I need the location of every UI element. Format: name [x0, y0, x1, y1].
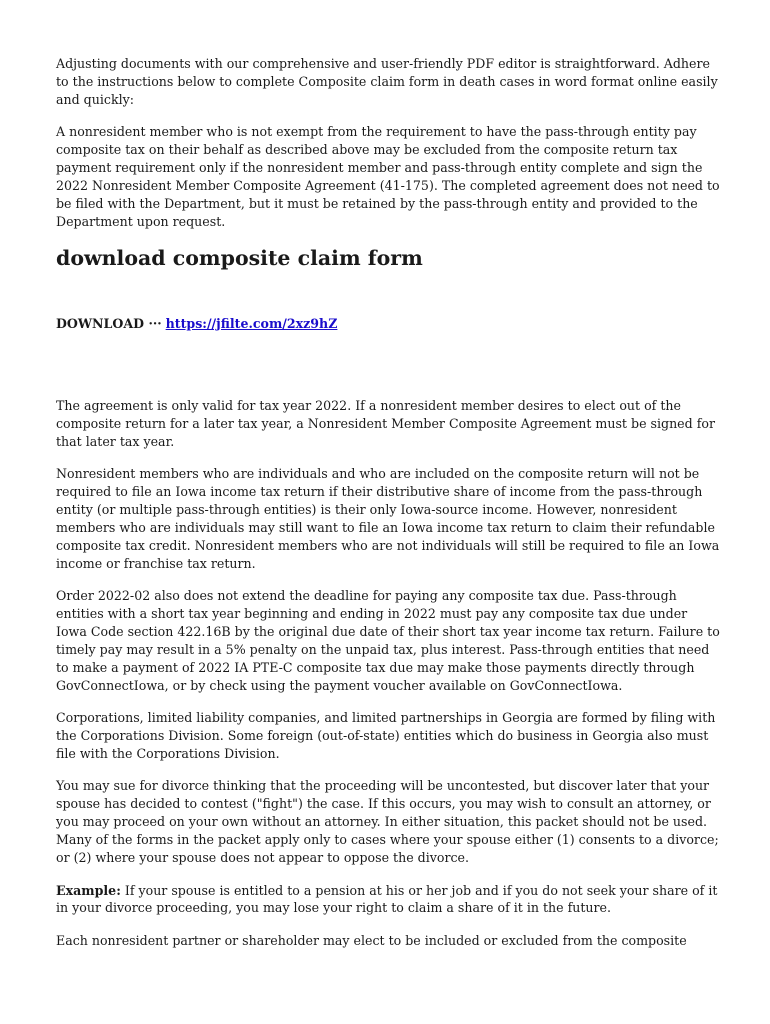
download-line — [56, 315, 720, 333]
document-page — [56, 55, 720, 964]
download-link[interactable]: https://jfilte.com/2xz9hZ — [165, 316, 338, 332]
body-paragraph-4: Nonresident members who are individuals and who are included on the composite return will not be required to file an Iowa income tax return if their distributive share of income from the pass-through entity (or multiple pass-through entities) is their only Iowa-source income. However, nonresident members who are individuals may still want to file an Iowa income tax return to claim their refundable composite tax credit. Nonresident members who are not individuals will still be required to file an Iowa income or franchise tax return. — [56, 466, 720, 571]
example-text: If your spouse is entitled to a pension at his or her job and if you do not seek your share of it in your divorce proceeding, you may lose your right to claim a share of it in the future. — [56, 882, 718, 916]
body-paragraph-7: You may sue for divorce thinking that the proceeding will be uncontested, but discover later that your spouse has decided to contest ("fight") the case. If this occurs, you may wish to consult an attorney, or you may proceed on your own without an attorney. In either situation, this packet should not be used. Many of the forms in the packet apply only to cases where your spouse either (1) consents to a divorce; or (2) where your spouse does not appear to oppose the divorce. — [56, 778, 719, 866]
body-paragraph-6: Corporations, limited liability companies, and limited partnerships in Georgia are formed by filing with the Corporations Division. Some foreign (out-of-state) entities which do business in Georgia also must file with the Corporations Division. — [56, 710, 716, 762]
intro-paragraph-2: A nonresident member who is not exempt from the requirement to have the pass-through entity pay composite tax on their behalf as described above may be excluded from the composite return tax payment requirement only if the nonresident member and pass-through entity complete and sign the 2022 Nonresident Member Composite Agreement (41-175). The completed agreement does not need to be filed with the Department, but it must be retained by the pass-through entity and provided to the Department upon request. — [56, 124, 720, 229]
body-paragraph-5: Order 2022-02 also does not extend the deadline for paying any composite tax due. Pass-through entities with a short tax year beginning and ending in 2022 must pay any composite tax due under Iowa Code section 422.16B by the original due date of their short tax year income tax return. Failure to timely pay may result in a 5% penalty on the unpaid tax, plus interest. Pass-through entities that need to make a payment of 2022 IA PTE-C composite tax due may make those payments directly through GovConnectIowa, or by check using the payment voucher available on GovConnectIowa. — [56, 588, 720, 693]
body-paragraph-3: The agreement is only valid for tax year 2022. If a nonresident member desires to elect out of the composite return for a later tax year, a Nonresident Member Composite Agreement must be signed for that later tax year. — [56, 398, 715, 449]
body-paragraph-8 — [56, 882, 720, 918]
intro-paragraph-1: Adjusting documents with our comprehensive and user-friendly PDF editor is straightforward. Adhere to the instructions below to complete Composite claim form in death cases in word format online easily and quickly: — [56, 56, 718, 107]
section-heading: download composite claim form — [56, 246, 423, 271]
body-paragraph-9: Each nonresident partner or shareholder may elect to be included or excluded from the composite — [56, 932, 687, 948]
example-label: Example: — [56, 882, 121, 898]
download-label: DOWNLOAD ··· — [56, 316, 162, 332]
